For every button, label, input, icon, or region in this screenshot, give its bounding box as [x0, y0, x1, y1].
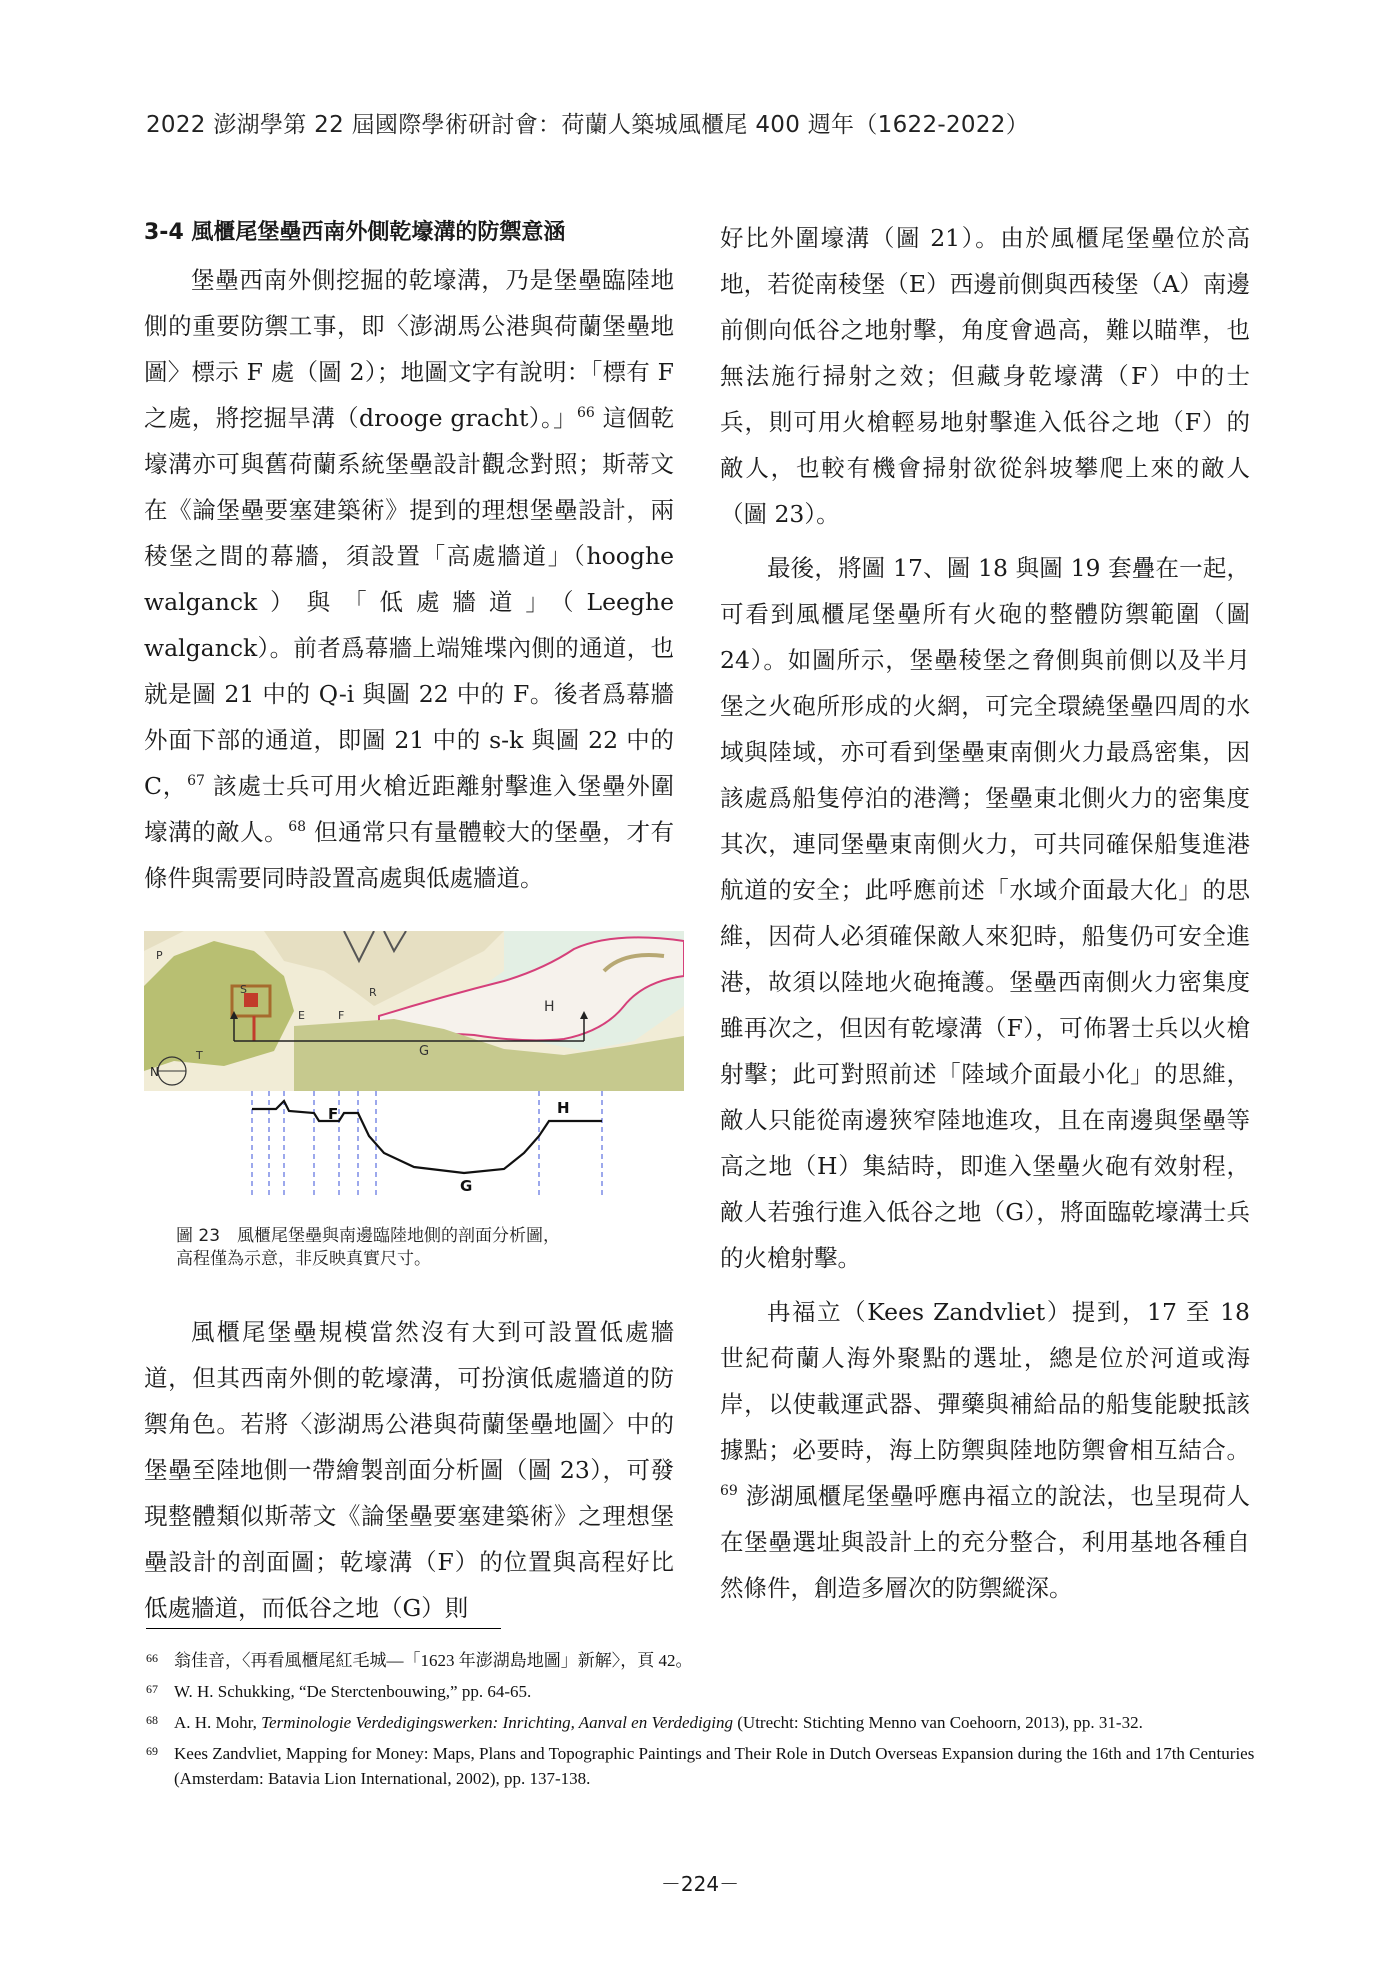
map-label-e: E [298, 1009, 305, 1022]
footnote-divider [146, 1628, 501, 1629]
right-paragraph-1: 好比外圍壕溝（圖 21）。由於風櫃尾堡壘位於高地，若從南稜堡（E）西邊前側與西稜堡（A）南邊前側向低谷之地射擊，角度會過高，難以瞄準，也無法施行掃射之效；但藏身乾壕溝（F）中的士兵，則可用火槍輕易地射擊進入低谷之地（F）的敵人，也較有機會掃射欲從斜坡攀爬上來的敵人（圖 23）。 [720, 224, 1250, 528]
section-profile [144, 1091, 684, 1211]
left-paragraph-2: 風櫃尾堡壘規模當然沒有大到可設置低處牆道，但其西南外側的乾壕溝，可扮演低處牆道的防禦角色。若將〈澎湖馬公港與荷蘭堡壘地圖〉中的堡壘至陸地側一帶繪製剖面分析圖（圖 23），可發現整體類似斯蒂文《論堡壘要塞建築術》之理想堡壘設計的剖面圖；乾壕溝（F）的位置與高程好比低處牆道，而低谷之地（G）則 [144, 1318, 674, 1622]
right-paragraph-3: 冉福立（Kees Zandvliet）提到，17 至 18 世紀荷蘭人海外聚點的選址，總是位於河道或海岸，以使載運武器、彈藥與補給品的船隻能駛抵該據點；必要時，海上防禦與陸地防禦會相互結合。$^{69}$ 澎湖風櫃尾堡壘呼應冉福立的說法，也呈現荷人在堡壘選址與設計上的充分整合，利用基地各種自然條件，創造多層次的防禦縱深。 [720, 1298, 1250, 1602]
left-paragraph-1: 堡壘西南外側挖掘的乾壕溝，乃是堡壘臨陸地側的重要防禦工事，即〈澎湖馬公港與荷蘭堡壘地圖〉標示 F 處（圖 2）；地圖文字有說明：「標有 F 之處，將挖掘旱溝（drooge gracht）。」$^{66}$ 這個乾壕溝亦可與舊荷蘭系統堡壘設計觀念對照；斯蒂文在《論堡壘要塞建築術》提到的理想堡壘設計，兩稜堡之間的幕牆，須設置「高處牆道」（hooghe walganck）與「低處牆道」（Leeghe walganck）。前者爲幕牆上端雉堞內側的通道，也就是圖 21 中的 Q-i 與圖 22 中的 F。後者爲幕牆外面下部的通道，即圖 21 中的 s-k 與圖 22 中的 C，$^{67}$ 該處士兵可用火槍近距離射擊進入堡壘外圍壕溝的敵人。$^{68}$ 但通常只有量體較大的堡壘，才有條件與需要同時設置高處與低處牆道。 [144, 266, 674, 892]
map-label-s: S [240, 983, 247, 996]
section-title: 3-4 風櫃尾堡壘西南外側乾壕溝的防禦意涵 [144, 220, 566, 245]
compass-north-label: N [150, 1065, 159, 1079]
map-label-p: P [156, 949, 163, 962]
map-label-f: F [338, 1009, 345, 1022]
footnote-ref-66[interactable]: 66 [577, 405, 595, 422]
figure-caption: 圖 23 風櫃尾堡壘與南邊臨陸地側的剖面分析圖， 高程僅為示意，非反映真實尺寸。 [176, 1226, 561, 1269]
map-label-g: G [419, 1044, 430, 1059]
page-number: －224－ [660, 1872, 740, 1896]
figure-23 [144, 931, 674, 1271]
right-paragraph-2: 最後，將圖 17、圖 18 與圖 19 套疊在一起，可看到風櫃尾堡壘所有火砲的整體防禦範圍（圖 24）。如圖所示，堡壘稜堡之脅側與前側以及半月堡之火砲所形成的火網，可完全環繞堡壘四周的水域與陸域，亦可看到堡壘東南側火力最爲密集，因該處爲船隻停泊的港灣；堡壘東北側火力的密集度其次，連同堡壘東南側火力，可共同確保船隻進港航道的安全；此呼應前述「水域介面最大化」的思維，因荷人必須確保敵人來犯時，船隻仍可安全進港，故須以陸地火砲掩護。堡壘西南側火力密集度雖再次之，但因有乾壕溝（F），可佈署士兵以火槍射擊；此可對照前述「陸域介面最小化」的思維，敵人只能從南邊狹窄陸地進攻，且在南邊與堡壘等高之地（H）集結時，即進入堡壘火砲有效射程，敵人若強行進入低谷之地（G），將面臨乾壕溝士兵的火槍射擊。 [720, 554, 1250, 1272]
footnote-67: 67 W. H. Schukking, “De Sterctenbouwing,” pp. 64-65. [146, 1682, 532, 1701]
footnote-ref-68[interactable]: 68 [288, 819, 307, 836]
right-column [720, 215, 1250, 1611]
footnote-ref-69[interactable]: 69 [720, 1483, 738, 1500]
figure-23-image [144, 931, 684, 1211]
left-column [144, 215, 674, 1631]
map-label-r: R [369, 986, 377, 999]
footnotes [146, 1648, 1256, 1797]
historical-map-excerpt [144, 931, 684, 1091]
profile-label-f: F [328, 1105, 339, 1123]
footnote-ref-67[interactable]: 67 [187, 773, 205, 790]
footnote-68: 68 A. H. Mohr, Terminologie Verdedigingswerken: Inrichting, Aanval en Verdediging (Utrecht: Stichting Menno van Coehoorn, 2013), pp. 31-32. [146, 1713, 1143, 1732]
profile-label-h: H [557, 1099, 570, 1117]
running-header: 2022 澎湖學第 22 屆國際學術研討會：荷蘭人築城風櫃尾 400 週年（1622-2022） [146, 112, 1030, 138]
footnote-66: 66 翁佳音，〈再看風櫃尾紅毛城—「1623 年澎湖島地圖」新解〉，頁 42。 [146, 1651, 693, 1670]
map-label-h: H [544, 999, 555, 1015]
map-label-t: T [196, 1049, 203, 1062]
footnote-69: 69 Kees Zandvliet, Mapping for Money: Maps, Plans and Topographic Paintings and Their Role in Dutch Overseas Expansion during the 16th and 17th Centuries (Amsterdam: Batavia Lion International, 2002), pp. 137-138. [146, 1744, 1255, 1788]
profile-label-g: G [460, 1177, 473, 1195]
